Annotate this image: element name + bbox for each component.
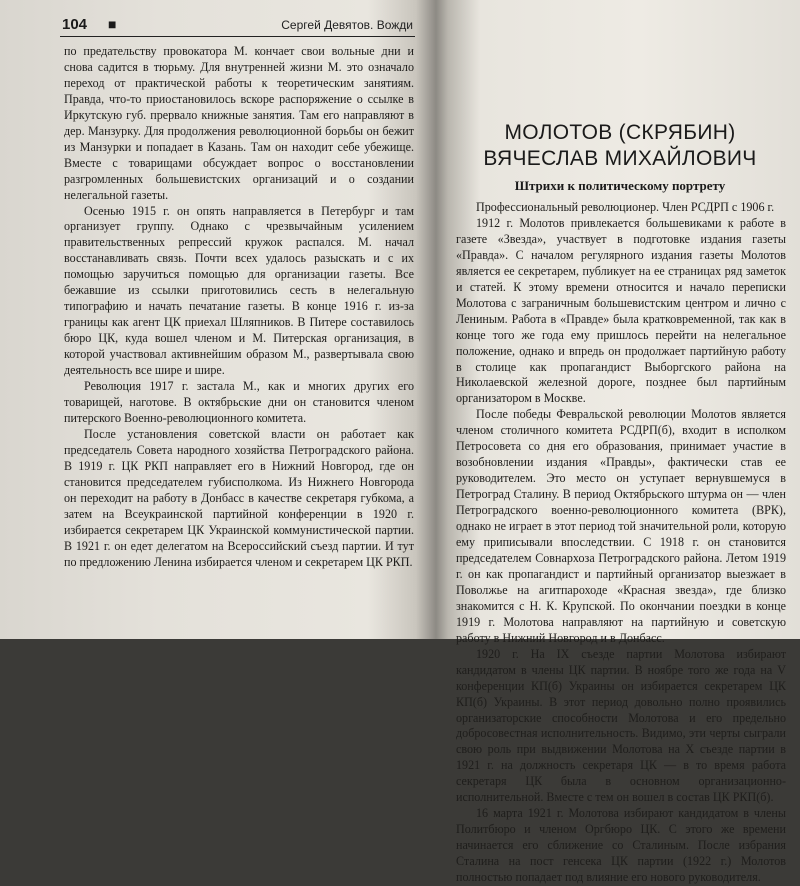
section-title: Штрихи к политическому портрету (514, 178, 726, 193)
header-bullet: ■ (108, 16, 117, 32)
running-head: Сергей Девятов. Вожди (281, 18, 413, 32)
paragraph: по предательству провокатора М. кончает свои вольные дни и снова садится в тюрьму. Для внутренней жизни М. это означало переход от практической работы к теоретическим занятиям. Правда, что-то приостановилось вскоре распоряжение о ссылке в Иркутскую губ. прервало книжные занятия. Там его направляют в дер. Манзурку. Для продолжения революционной борьбы он бежит из Манзурки и попадает в Казань. Там он находит себе убежище. Вместе с товарищами обсуждает вопрос о восстановлении разгромленных большевистских организаций и о создании нелегальной газеты. (64, 44, 414, 202)
paragraph: Революция 1917 г. застала М., как и многих других его товарищей, наготове. В октябрьские дни он становится членом питерского Военно-революционного комитета. (64, 379, 414, 425)
chapter-title-line-2: ВЯЧЕСЛАВ МИХАЙЛОВИЧ (483, 147, 757, 170)
paragraph: После установления советской власти он работает как председатель Совета народного хозяйства Петроградского района. В 1919 г. ЦК РКП направляет его в Нижний Новгород, где он становится председателем губисполкома. Из Нижнего Новгорода он переходит на работу в Донбасс в качестве секретаря губкома, а затем на Всеукраинской партийной конференции в 1920 г. избирается секретарем ЦК Украинской коммунистической партии. В 1921 г. он едет делегатом на Всероссийский съезд партии. И тут по предложению Ленина избирается членом и секретарем ЦК РКП. (64, 426, 414, 569)
right-page (440, 0, 800, 885)
page-header (60, 16, 415, 37)
right-body-text (456, 200, 786, 886)
paragraph: После победы Февральской революции Молотов является членом столичного комитета РСДРП(б), входит в исполком Петросовета со дня его образования, принимает участие в возобновлении издания «Правды», фактически став ее руководителем. Это место он уступает вернувшемуся в Петроград Сталину. В период Октябрьского штурма он — член Петроградского военно-революционного комитета (ВРК), однако не играет в этот период той значительной роли, которую ему приписывали впоследствии. С 1918 г. он становится председателем Совнархоза Петроградского района. Летом 1919 г. он как пропагандист и партийный организатор выезжает в Поволжье на агитпароходе «Красная звезда», где близко знакомится с Н. К. Крупской. По окончании поездки в конце 1919 г. Молотова направляют на партийную и советскую работу в Нижний Новгород и в Донбасс. (456, 407, 786, 645)
left-page (0, 0, 430, 639)
paragraph: 16 марта 1921 г. Молотова избирают кандидатом в члены Политбюро и членом Оргбюро ЦК. С этого же времени начинается его сближение со Сталиным. После избрания Сталина на пост генсека ЦК партии (1922 г.) Молотов полностью попадает под влияние его нового руководителя. (456, 806, 786, 885)
paragraph: Профессиональный революционер. Член РСДРП с 1906 г. (476, 200, 775, 214)
page-number: 104 (62, 16, 88, 33)
chapter-title (440, 120, 800, 172)
paragraph: 1920 г. На IX съезде партии Молотова избирают кандидатом в члены ЦК партии. В ноябре того же года на V конференции КП(б) Украины он избирается секретарем ЦК КП(б) Украины. В этот период довольно полно проявились организаторские способности Молотова и его предельно добросовестная исполнительность. Видимо, эти черты сыграли свою роль при выдвижении Молотова на X съезде партии в 1921 г. на должность секретаря ЦК — в то время работа секретаря ЦК была в основном организационно-исполнительной. Вместе с тем он вошел в состав ЦК РКП(б). (456, 646, 786, 805)
paragraph: Осенью 1915 г. он опять направляется в Петербург и там организует группу. Однако с чрезвычайным усилением правительственных репрессий кружок распался. М. начал восстанавливать связь. Почти всех удалось разыскать и с их помощью заручиться помощью для организации газеты. Все бежавшие из ссылки приготовились сесть в нелегальную типографию и начать печатание газеты. В конце 1916 г. из-за границы как агент ЦК приехал Шляпников. В Питере составилось бюро ЦК, куда вошел членом и М. Питерская организация, в которой участвовал активнейшим образом М., развертывала свою деятельность все шире и шире. (64, 203, 414, 378)
paragraph: 1912 г. Молотов привлекается большевиками к работе в газете «Звезда», участвует в подготовке издания газеты «Правда». С началом регулярного издания газеты Молотов является ее секретарем, публикует на ее страницах ряд заметок и статей. К этому времени относится и начало переписки Молотова с заграничным большевистским центром и лично с Лениным. Работа в «Правде» была кратковременной, так как в конце того же года ему пришлось перейти на нелегальное положение, однако и впредь он продолжает партийную работу в столице как пропагандист Выборгского района на Николаевской железной дороге, позднее был партийным организатором в Москве. (456, 215, 786, 406)
left-body-text (64, 44, 414, 570)
chapter-title-line-1: МОЛОТОВ (СКРЯБИН) (504, 121, 736, 144)
